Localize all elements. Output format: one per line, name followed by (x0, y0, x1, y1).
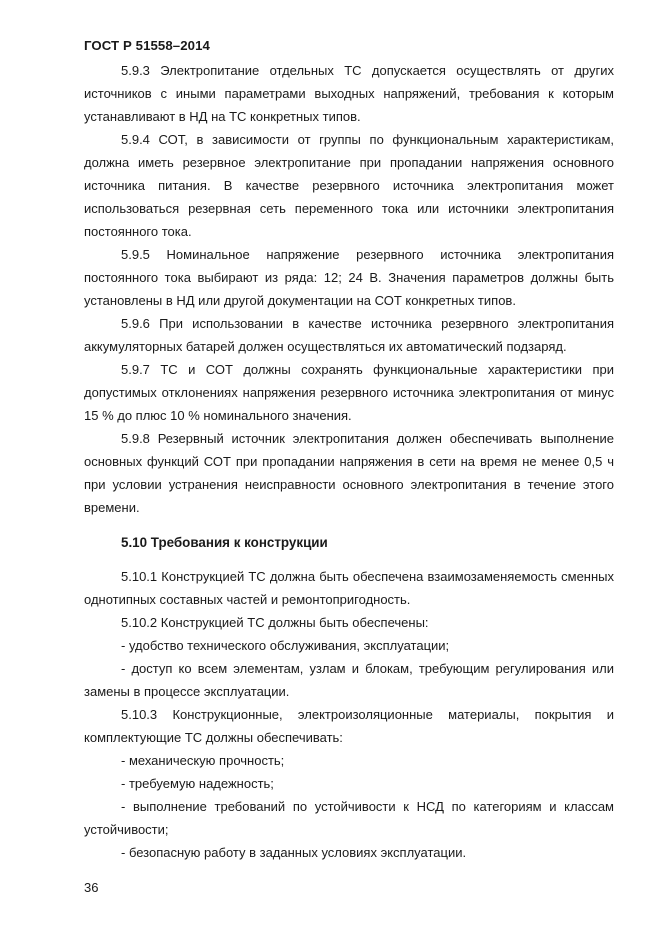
paragraph-5-10-3: 5.10.3 Конструкционные, электроизоляционные материалы, покрытия и комплектующие ТС должны обеспечивать: (84, 707, 614, 745)
list-item: - механическую прочность; (121, 753, 285, 768)
spacer (84, 519, 614, 531)
section-heading: 5.10 Требования к конструкции (121, 535, 328, 550)
list-item: - доступ ко всем элементам, узлам и блокам, требующим регулирования или замены в процессе эксплуатации. (84, 661, 614, 699)
document-body (84, 59, 614, 864)
list-item: - удобство технического обслуживания, эксплуатации; (121, 638, 450, 653)
paragraph-5-9-8: 5.9.8 Резервный источник электропитания должен обеспечивать выполнение основных функций СОТ при пропадании напряжения в сети на время не менее 0,5 ч при условии устранения неисправности основного электропитания в течение этого времени. (84, 431, 614, 515)
list-item: - выполнение требований по устойчивости к НСД по категориям и классам устойчивости; (84, 799, 614, 837)
paragraph-5-9-3: 5.9.3 Электропитание отдельных ТС допускается осуществлять от других источников с иными параметрами выходных напряжений, требования к которым устанавливают в НД на ТС конкретных типов. (84, 63, 614, 124)
spacer (84, 554, 614, 565)
page-number: 36 (84, 880, 99, 895)
list-item: - безопасную работу в заданных условиях эксплуатации. (121, 845, 467, 860)
list-item: - требуемую надежность; (121, 776, 274, 791)
paragraph-5-9-5: 5.9.5 Номинальное напряжение резервного источника электропитания постоянного тока выбирают из ряда: 12; 24 В. Значения параметров должны быть установлены в НД или другой документации на СОТ конкретных типов. (84, 247, 614, 308)
document-header: ГОСТ Р 51558–2014 (84, 38, 210, 53)
paragraph-5-9-7: 5.9.7 ТС и СОТ должны сохранять функциональные характеристики при допустимых отклонениях напряжения резервного источника электропитания от минус 15 % до плюс 10 % номинального значения. (84, 362, 614, 423)
paragraph-5-9-4: 5.9.4 СОТ, в зависимости от группы по функциональным характеристикам, должна иметь резервное электропитание при пропадании напряжения основного источника питания. В качестве резервного источника электропитания может использоваться резервная сеть переменного тока или источники электропитания постоянного тока. (84, 132, 614, 239)
paragraph-5-10-2: 5.10.2 Конструкцией ТС должны быть обеспечены: (121, 615, 429, 630)
paragraph-5-9-6: 5.9.6 При использовании в качестве источника резервного электропитания аккумуляторных батарей должен осуществляться их автоматический подзаряд. (84, 316, 614, 354)
paragraph-5-10-1: 5.10.1 Конструкцией ТС должна быть обеспечена взаимозаменяемость сменных однотипных составных частей и ремонтопригодность. (84, 569, 614, 607)
